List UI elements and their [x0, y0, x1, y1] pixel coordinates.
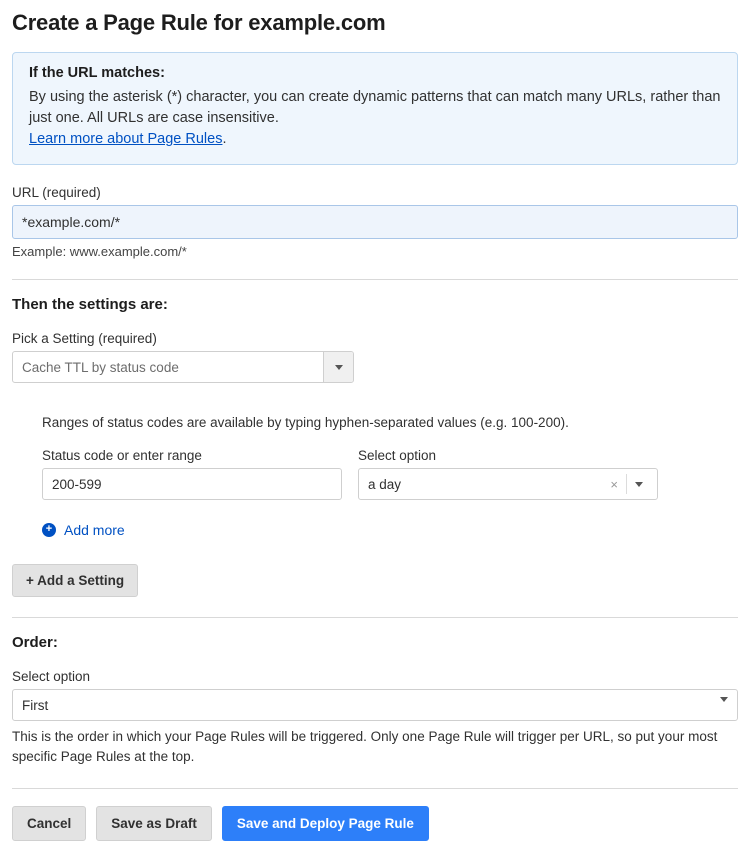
status-code-field: [42, 448, 342, 500]
add-more-button[interactable]: [42, 522, 738, 538]
info-box-title: If the URL matches:: [29, 65, 165, 81]
settings-heading: Then the settings are:: [12, 296, 168, 314]
setting-picker-wrap[interactable]: [12, 351, 354, 383]
status-code-input[interactable]: [42, 468, 342, 500]
page-title: Create a Page Rule for example.com: [12, 10, 386, 35]
info-box-text: [29, 87, 721, 150]
cancel-button[interactable]: Cancel: [12, 806, 86, 841]
order-select-wrap[interactable]: [12, 689, 738, 721]
divider-footer: [12, 788, 738, 789]
order-heading: Order:: [12, 634, 58, 652]
ttl-option-value: a day: [368, 476, 402, 492]
status-code-label: Status code or enter range: [42, 448, 202, 464]
order-description: This is the order in which your Page Rules will be triggered. Only one Page Rule will trigger per URL, so put your most specific Page Rules at the top.: [12, 729, 718, 765]
order-select-label: Select option: [12, 669, 91, 685]
add-more-label: Add more: [64, 522, 125, 539]
ttl-option-field: [358, 448, 658, 500]
add-a-setting-button[interactable]: + Add a Setting: [12, 564, 138, 597]
ttl-option-combobox[interactable]: [358, 468, 658, 500]
status-option-row: [42, 448, 738, 500]
url-match-info-box: [12, 52, 738, 165]
save-as-draft-button[interactable]: Save as Draft: [96, 806, 212, 841]
learn-more-link[interactable]: Learn more about Page Rules: [29, 131, 223, 148]
divider-settings: [12, 279, 738, 280]
setting-picker-select[interactable]: [12, 351, 354, 383]
url-example-hint: Example: www.example.com/*: [12, 244, 187, 260]
url-input[interactable]: [12, 205, 738, 239]
divider-order: [12, 617, 738, 618]
status-range-note: Ranges of status codes are available by typing hyphen-separated values (e.g. 100-200).: [42, 415, 569, 431]
order-select[interactable]: [12, 689, 738, 721]
save-and-deploy-button[interactable]: Save and Deploy Page Rule: [222, 806, 429, 841]
ttl-option-label: Select option: [358, 448, 437, 464]
form-footer: [12, 806, 738, 841]
clear-icon[interactable]: ×: [610, 476, 618, 492]
setting-detail-block: [42, 415, 738, 538]
setting-picker-label: Pick a Setting (required): [12, 331, 157, 347]
chevron-down-icon[interactable]: [627, 482, 651, 487]
plus-icon: +: [42, 523, 56, 537]
info-box-body: By using the asterisk (*) character, you can create dynamic patterns that can match many URLs, rather than just one. All URLs are case insensitive.: [29, 89, 721, 127]
url-field-label: URL (required): [12, 185, 101, 201]
info-box-link-suffix: .: [222, 131, 227, 148]
